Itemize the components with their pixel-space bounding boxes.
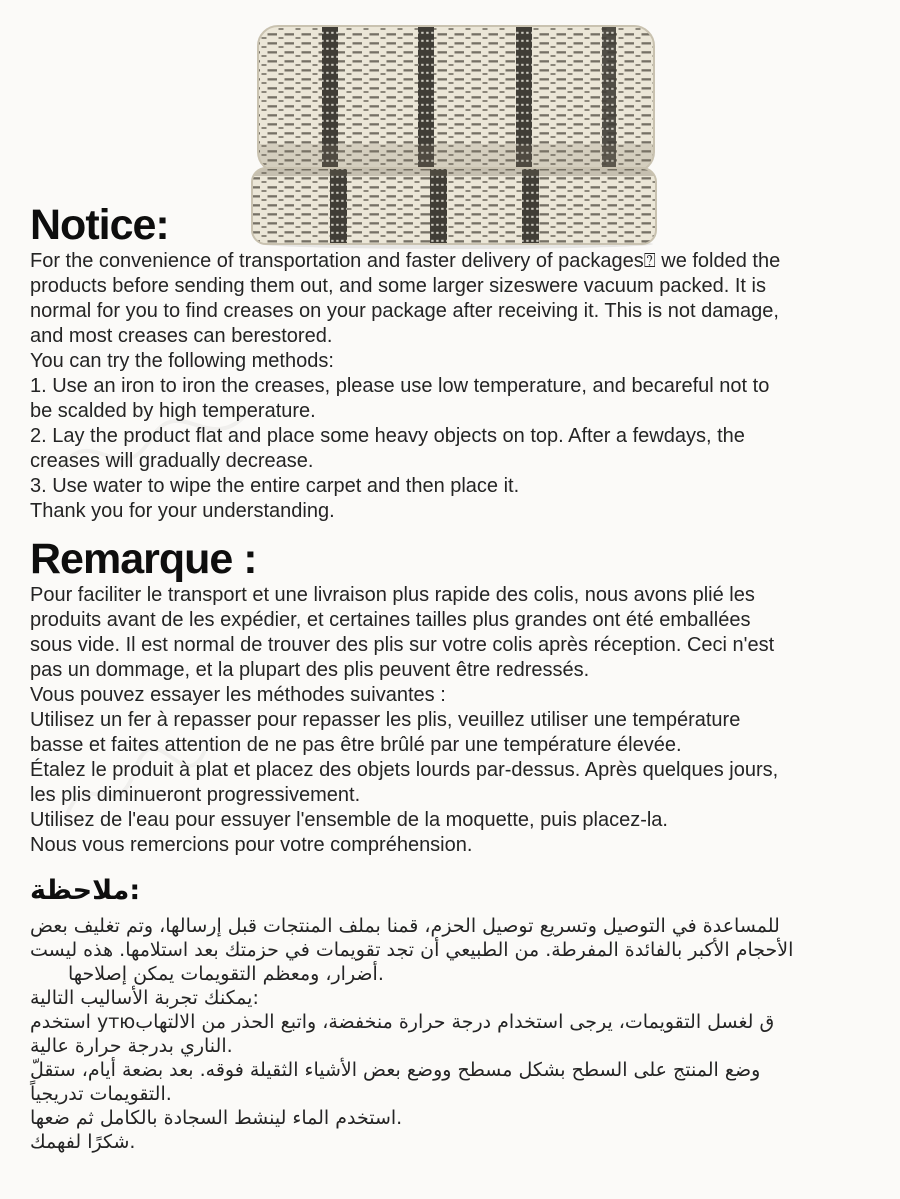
text-line: Thank you for your understanding. xyxy=(30,500,335,522)
text-line: :يمكنك تجربة الأساليب التالية xyxy=(30,987,259,1009)
arabic-paragraph xyxy=(30,914,878,1154)
text-line: pas un dommage, et la plupart des plis peuvent être redressés. xyxy=(30,659,590,681)
text-line: 1. Use an iron to iron the creases, please use low temperature, and becareful not to xyxy=(30,375,770,397)
text-line: ق لغسل التقويمات، يرجى استخدام درجة حرارة منخفضة، واتبع الحذر من الالتهابутю استخدم xyxy=(30,1011,775,1033)
text-line: For the convenience of transportation and faster delivery of packages⍰ we folded the xyxy=(30,250,781,272)
text-line: Utilisez un fer à repasser pour repasser les plis, veuillez utiliser une température xyxy=(30,709,741,731)
section-french xyxy=(30,535,878,858)
text-line: للمساعدة في التوصيل وتسريع توصيل الحزم، قمنا بملف المنتجات قبل إرسالها، وتم تغليف بعض xyxy=(30,915,780,937)
english-paragraph xyxy=(30,249,878,524)
section-arabic xyxy=(30,874,878,1154)
text-line: .الناري بدرجة حرارة عالية xyxy=(30,1035,233,1057)
text-line: Étalez le produit à plat et placez des objets lourds par-dessus. Après quelques jours, xyxy=(30,759,779,781)
text-line: les plis diminueront progressivement. xyxy=(30,784,361,806)
text-line: products before sending them out, and some larger sizeswere vacuum packed. It is xyxy=(30,275,766,297)
section-english xyxy=(30,0,878,524)
text-line: and most creases can berestored. xyxy=(30,325,333,347)
text-line: normal for you to find creases on your package after receiving it. This is not damage, xyxy=(30,300,779,322)
arabic-heading: :ملاحظة xyxy=(30,875,141,906)
text-line: .التقويمات تدريجياً xyxy=(30,1083,172,1105)
french-paragraph xyxy=(30,583,878,858)
text-line: .شكرًا لفهمك xyxy=(30,1131,136,1153)
text-line: .أضرار، ومعظم التقويمات يمكن إصلاحها xyxy=(68,963,384,985)
text-line: Utilisez de l'eau pour essuyer l'ensemble de la moquette, puis placez-la. xyxy=(30,809,668,831)
text-line: sous vide. Il est normal de trouver des plis sur votre colis après réception. Ceci n'est xyxy=(30,634,775,656)
text-line: 2. Lay the product flat and place some heavy objects on top. After a fewdays, the xyxy=(30,425,745,447)
text-line: .استخدم الماء لينشط السجادة بالكامل ثم ضعها xyxy=(30,1107,403,1129)
english-heading: Notice: xyxy=(30,201,169,249)
text-line: Nous vous remercions pour votre compréhension. xyxy=(30,834,473,856)
french-heading: Remarque : xyxy=(30,535,257,583)
text-line: الأحجام الأكبر بالفائدة المفرطة. من الطبيعي أن تجد تقويمات في حزمتك بعد استلامها. هذه ليست xyxy=(30,939,794,961)
text-line: وضع المنتج على السطح بشكل مسطح ووضع بعض الأشياء الثقيلة فوقه. بعد بضعة أيام، ستقلّ xyxy=(30,1059,761,1081)
text-line: Pour faciliter le transport et une livraison plus rapide des colis, nous avons plié les xyxy=(30,584,755,606)
text-line: creases will gradually decrease. xyxy=(30,450,314,472)
text-line: 3. Use water to wipe the entire carpet and then place it. xyxy=(30,475,520,497)
text-line: You can try the following methods: xyxy=(30,350,334,372)
text-line: produits avant de les expédier, et certaines tailles plus grandes ont été emballées xyxy=(30,609,751,631)
text-line: Vous pouvez essayer les méthodes suivantes : xyxy=(30,684,446,706)
text-line: be scalded by high temperature. xyxy=(30,400,316,422)
text-line: basse et faites attention de ne pas être brûlé par une température élevée. xyxy=(30,734,682,756)
